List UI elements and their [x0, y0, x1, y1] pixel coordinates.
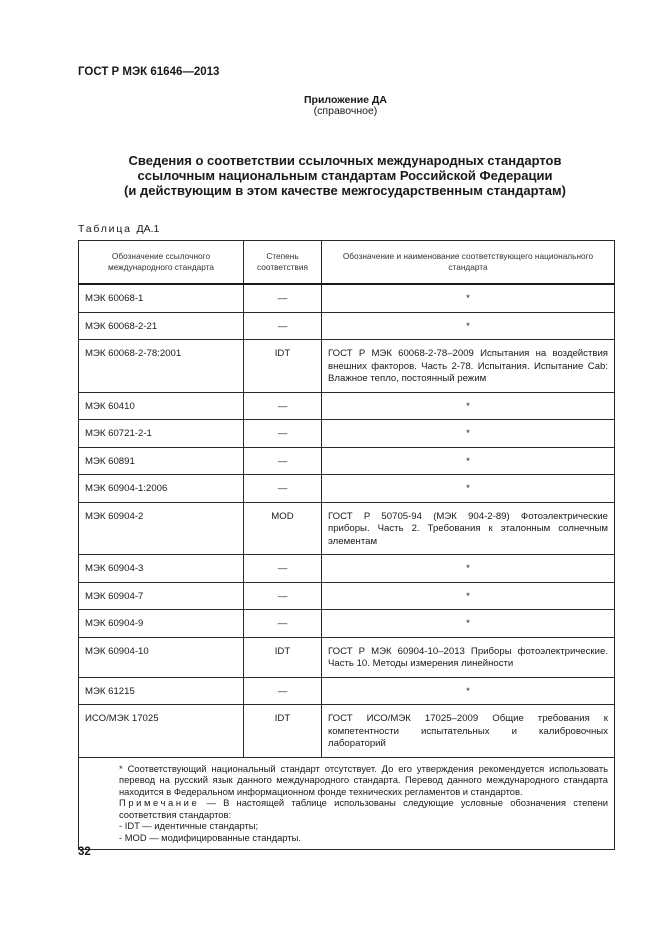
- note-text: — В настоящей таблице использованы следующие условные обозначения степени соответствия стандартов:: [119, 797, 608, 820]
- cell-ref: МЭК 60904-1:2006: [79, 475, 244, 503]
- cell-national: *: [322, 284, 615, 312]
- cell-ref: МЭК 60904-7: [79, 582, 244, 610]
- cell-ref: МЭК 60068-1: [79, 284, 244, 312]
- note-list-item: - IDT — идентичные стандарты;: [119, 820, 259, 831]
- table-row: [79, 475, 615, 503]
- table-row: [79, 420, 615, 448]
- cell-ref: МЭК 60721-2-1: [79, 420, 244, 448]
- table-row: [79, 447, 615, 475]
- document-header-title: ГОСТ Р МЭК 61646—2013: [78, 66, 220, 78]
- table-row: [79, 637, 615, 677]
- appendix-heading: [0, 95, 661, 117]
- cell-ref: МЭК 60904-9: [79, 610, 244, 638]
- table-header-row: [79, 241, 615, 285]
- cell-degree: —: [244, 610, 322, 638]
- cell-national: *: [322, 420, 615, 448]
- cell-ref: МЭК 60068-2-78:2001: [79, 340, 244, 393]
- table-row: [79, 392, 615, 420]
- cell-national: *: [322, 555, 615, 583]
- footnote-text: * Соответствующий национальный стандарт отсутствует. До его утверждения рекомендуется использовать перевод на русский язык данного международного стандарта. Перевод данного международного стандарта находится в Федеральном информационном фонде технических регламентов и стандартов.: [119, 762, 608, 797]
- cell-degree: —: [244, 420, 322, 448]
- section-title: [100, 153, 590, 198]
- table-notes-row: [79, 757, 615, 850]
- cell-national: ГОСТ Р МЭК 60068-2-78–2009 Испытания на воздействия внешних факторов. Часть 2-78. Испытания. Испытание Cab: Влажное тепло, постоянный режим: [322, 340, 615, 393]
- table-row: [79, 582, 615, 610]
- table-caption: [78, 223, 159, 235]
- cell-degree: —: [244, 284, 322, 312]
- cell-degree: IDT: [244, 637, 322, 677]
- cell-degree: —: [244, 555, 322, 583]
- cell-national: *: [322, 312, 615, 340]
- cell-national: *: [322, 677, 615, 705]
- section-title-line: Сведения о соответствии ссылочных международных стандартов: [128, 153, 562, 168]
- cell-national: *: [322, 392, 615, 420]
- cell-national: ГОСТ ИСО/МЭК 17025–2009 Общие требования к компетентности испытательных и калибровочных лабораторий: [322, 705, 615, 758]
- cell-degree: —: [244, 582, 322, 610]
- cell-national: *: [322, 610, 615, 638]
- cell-national: ГОСТ Р МЭК 60904-10–2013 Приборы фотоэлектрические. Часть 10. Методы измерения линейности: [322, 637, 615, 677]
- cell-ref: МЭК 60904-2: [79, 502, 244, 555]
- cell-national: ГОСТ Р 50705-94 (МЭК 904-2-89) Фотоэлектрические приборы. Часть 2. Требования к эталонным солнечным элементам: [322, 502, 615, 555]
- cell-ref: МЭК 61215: [79, 677, 244, 705]
- cell-ref: МЭК 60904-10: [79, 637, 244, 677]
- appendix-subtitle: (справочное): [313, 105, 378, 117]
- cell-ref: МЭК 60891: [79, 447, 244, 475]
- cell-ref: МЭК 60904-3: [79, 555, 244, 583]
- table-row: [79, 284, 615, 312]
- header-national-standard: Обозначение и наименование соответствующего национального стандарта: [322, 241, 615, 285]
- appendix-title: Приложение ДА: [304, 94, 387, 106]
- note-label: Примечание: [119, 797, 200, 808]
- cell-ref: ИСО/МЭК 17025: [79, 705, 244, 758]
- cell-degree: IDT: [244, 705, 322, 758]
- table-caption-number: ДА.1: [136, 223, 160, 235]
- cell-degree: —: [244, 677, 322, 705]
- note-list-item: - MOD — модифицированные стандарты.: [119, 831, 301, 843]
- table-notes: [79, 757, 615, 850]
- cell-national: *: [322, 475, 615, 503]
- cell-degree: IDT: [244, 340, 322, 393]
- page-number: 32: [78, 846, 91, 858]
- cell-degree: —: [244, 312, 322, 340]
- header-degree: Степень соответствия: [244, 241, 322, 285]
- section-title-line: ссылочным национальным стандартам Российской Федерации: [137, 168, 553, 183]
- table-row: [79, 705, 615, 758]
- table-row: [79, 340, 615, 393]
- table-row: [79, 555, 615, 583]
- cell-ref: МЭК 60068-2-21: [79, 312, 244, 340]
- table-row: [79, 312, 615, 340]
- cell-degree: —: [244, 392, 322, 420]
- table-caption-prefix: Таблица: [78, 223, 132, 235]
- note-paragraph: [85, 797, 608, 820]
- cell-ref: МЭК 60410: [79, 392, 244, 420]
- section-title-line: (и действующим в этом качестве межгосударственным стандартам): [124, 183, 566, 198]
- cell-degree: —: [244, 475, 322, 503]
- table-row: [79, 502, 615, 555]
- standards-correspondence-table: [78, 240, 615, 850]
- header-ref-standard: Обозначение ссылочного международного стандарта: [79, 241, 244, 285]
- table-row: [79, 610, 615, 638]
- cell-degree: MOD: [244, 502, 322, 555]
- cell-degree: —: [244, 447, 322, 475]
- table-row: [79, 677, 615, 705]
- cell-national: *: [322, 447, 615, 475]
- cell-national: *: [322, 582, 615, 610]
